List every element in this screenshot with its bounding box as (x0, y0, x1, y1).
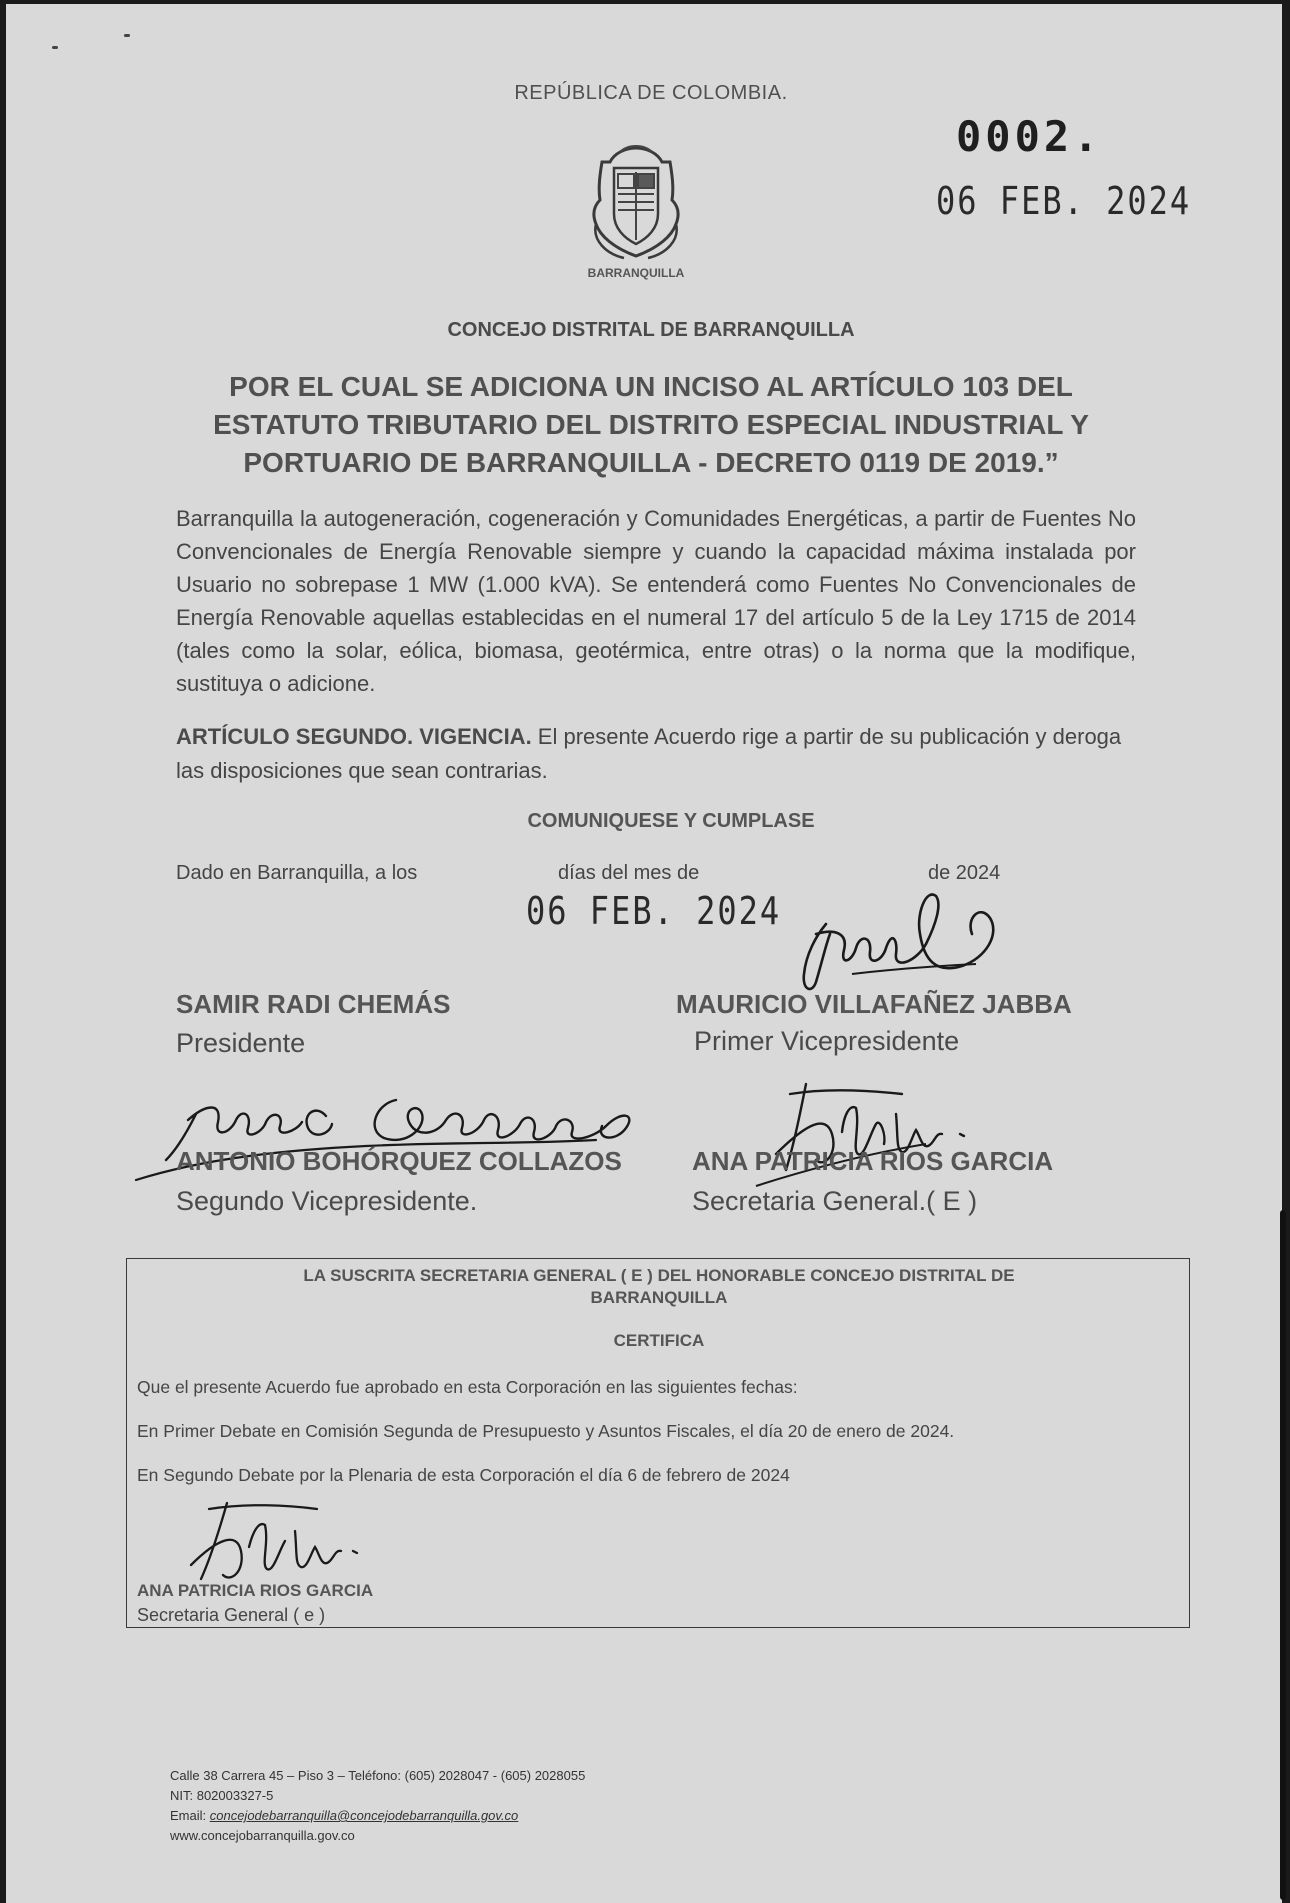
given-text-part3: de 2024 (928, 862, 1001, 884)
signatory-role-4: Secretaria General.( E ) (692, 1186, 978, 1216)
footer-website[interactable]: www.concejobarranquilla.gov.co (170, 1828, 355, 1843)
certificate-line-2: En Primer Debate en Comisión Segunda de Presupuesto y Asuntos Fiscales, el día 20 de enero de 2024. (137, 1421, 955, 1441)
footer-contact (170, 1766, 585, 1846)
signatory-name-3: ANTONIO BOHÓRQUEZ COLLAZOS (176, 1146, 622, 1176)
closing-phrase: COMUNIQUESE Y CUMPLASE (527, 810, 815, 832)
given-text-part2: días del mes de (558, 862, 700, 884)
scrollbar-thumb[interactable] (1280, 1210, 1286, 1900)
signatory-name-2: MAURICIO VILLAFAÑEZ JABBA (676, 989, 1072, 1019)
article-text: El presente Acuerdo rige a partir de su publicación y deroga las disposiciones que sean contrarias. (176, 724, 1122, 783)
document-number-stamp: 0002. (956, 112, 1103, 161)
council-name: CONCEJO DISTRITAL DE BARRANQUILLA (447, 319, 855, 341)
certificate-subtitle: CERTIFICA (613, 1331, 705, 1350)
certificate-signer-name: ANA PATRICIA RIOS GARCIA (137, 1581, 374, 1600)
signature-vicepresident-one (786, 874, 1006, 1004)
scan-speck (124, 34, 130, 37)
signatory-role-2: Primer Vicepresidente (694, 1026, 960, 1056)
article-title: ARTÍCULO SEGUNDO. VIGENCIA. (176, 724, 532, 749)
certificate-line-3: En Segundo Debate por la Plenaria de esta Corporación el día 6 de febrero de 2024 (137, 1465, 790, 1485)
signatory-role-3: Segundo Vicepresidente. (176, 1186, 478, 1216)
certificate-line-1: Que el presente Acuerdo fue aprobado en esta Corporación en las siguientes fechas: (137, 1377, 798, 1397)
scan-speck (52, 46, 58, 49)
given-text-part1: Dado en Barranquilla, a los (176, 862, 418, 884)
certificate-box (126, 1258, 1190, 1628)
certificate-title-line2: BARRANQUILLA (590, 1288, 728, 1307)
crest-label: BARRANQUILLA (587, 266, 685, 280)
signatory-name-1: SAMIR RADI CHEMÁS (176, 989, 451, 1019)
certificate-title-line1: LA SUSCRITA SECRETARIA GENERAL ( E ) DEL HONORABLE CONCEJO DISTRITAL DE (303, 1266, 1015, 1285)
signature-certificate (157, 1495, 397, 1595)
footer-address: Calle 38 Carrera 45 – Piso 3 – Teléfono: (605) 2028047 - (605) 2028055 (170, 1768, 586, 1783)
footer-email-row (170, 1806, 585, 1826)
body-paragraph: Barranquilla la autogeneración, cogeneración y Comunidades Energéticas, a partir de Fuentes No Convencionales de Energía Renovable siempre y cuando la capacidad máxima instalada por Usuario no sobrepase 1 MW (1.000 kVA). Se entenderá como Fuentes No Convencionales de Energía Renovable aquellas establecidas en el numeral 17 del artículo 5 de la Ley 1715 de 2014 (tales como la solar, eólica, biomasa, geotérmica, entre otras) o la norma que la modifique, sustituya o adicione. (176, 506, 1136, 696)
footer-nit: NIT: 802003327-5 (170, 1788, 274, 1803)
document-page (6, 4, 1282, 1903)
republic-heading: REPÚBLICA DE COLOMBIA. (514, 82, 788, 104)
signatory-name-4: ANA PATRICIA RIOS GARCIA (692, 1146, 1054, 1176)
footer-email-label: Email: (170, 1808, 210, 1823)
date-stamp-top: 06 FEB. 2024 (936, 178, 1192, 224)
certificate-title (127, 1265, 1191, 1309)
date-stamp-given: 06 FEB. 2024 (526, 888, 782, 934)
document-heading: POR EL CUAL SE ADICIONA UN INCISO AL ARTÍCULO 103 DEL ESTATUTO TRIBUTARIO DEL DISTRITO ESPECIAL INDUSTRIAL Y PORTUARIO DE BARRANQUILLA - DECRETO 0119 DE 2019.” (213, 371, 1089, 478)
signatory-role-1: Presidente (176, 1028, 306, 1058)
barranquilla-crest-icon (584, 144, 688, 268)
certificate-signer-role: Secretaria General ( e ) (137, 1605, 326, 1625)
article-second (176, 720, 1136, 788)
footer-email-link[interactable]: concejodebarranquilla@concejodebarranquilla.gov.co (209, 1808, 519, 1823)
